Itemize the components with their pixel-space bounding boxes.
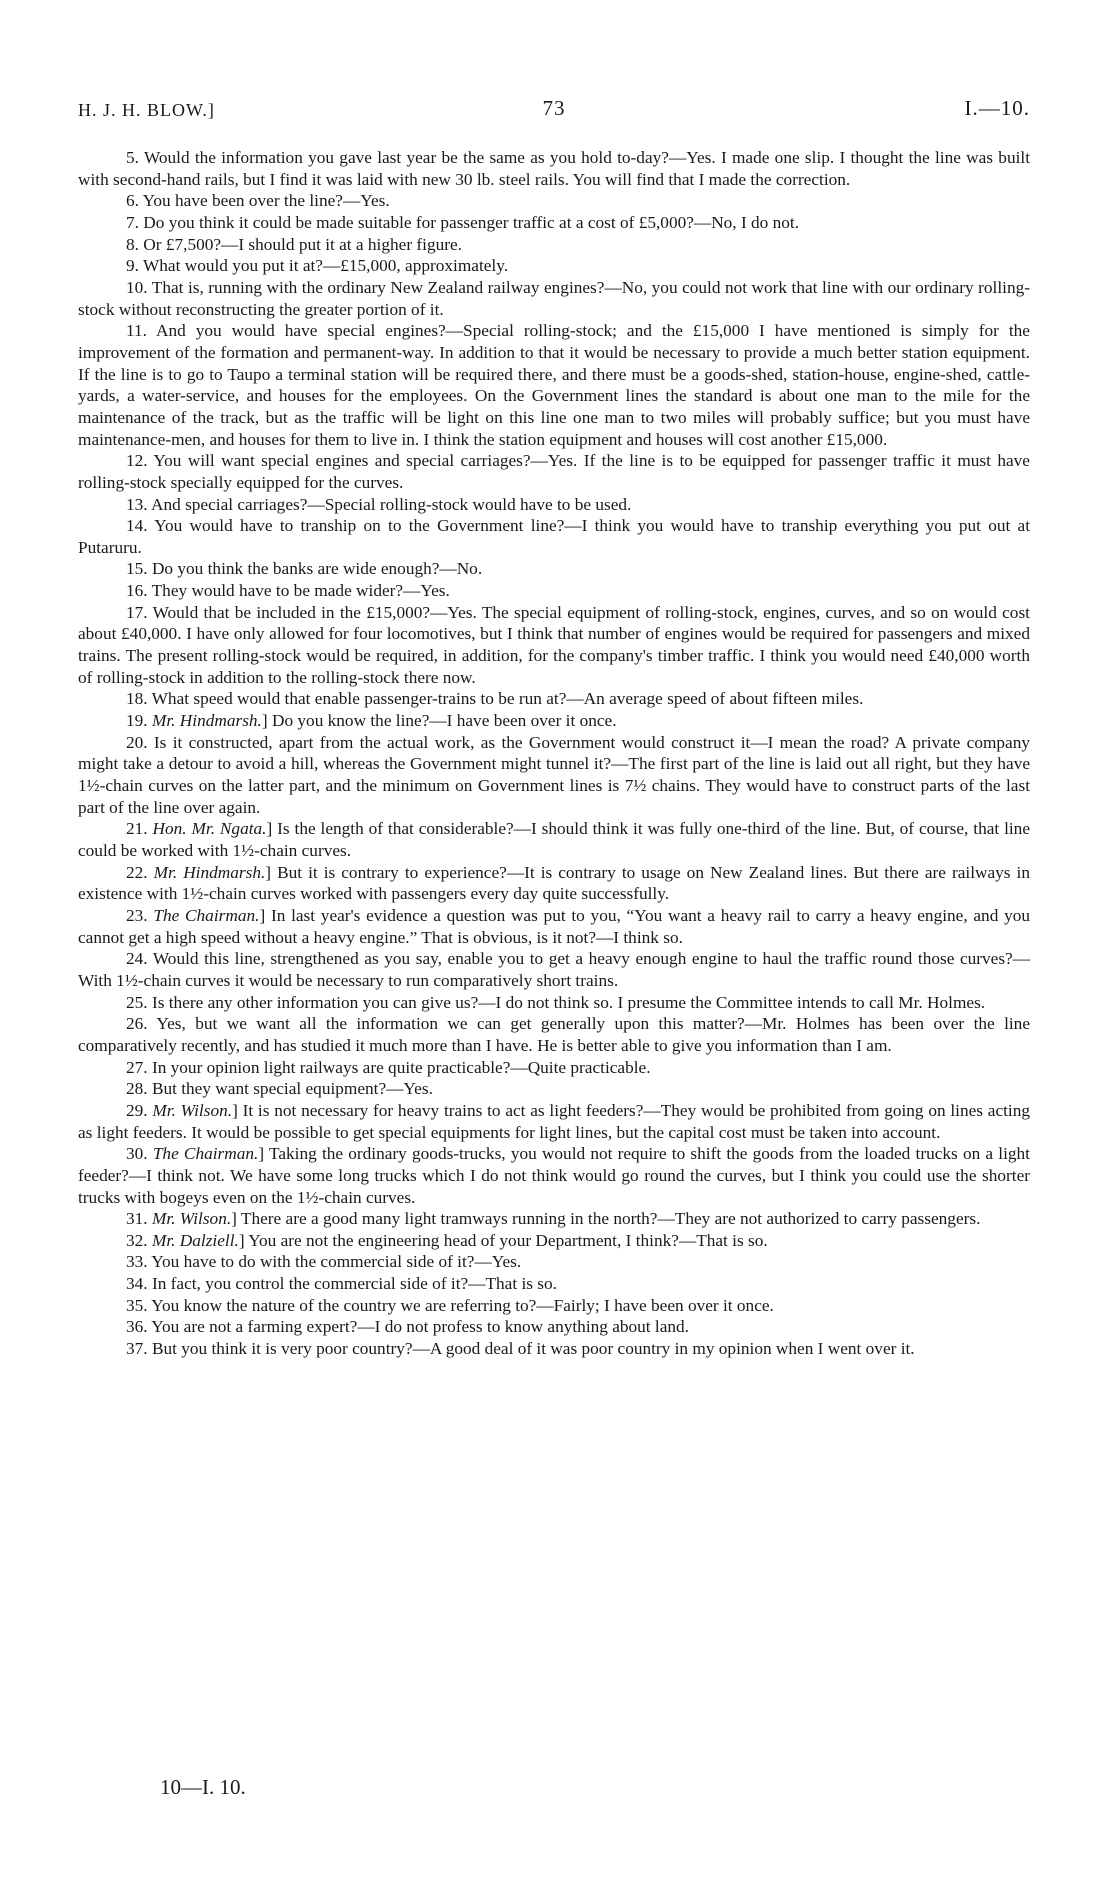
question-number: 35. xyxy=(126,1295,148,1315)
answer-text: —That is so. xyxy=(468,1274,557,1294)
answer-text: —The first part of the line is laid out all right, but they have 1½-chain curves on the latter part, and the minimum on Government lines is 7½ chains. They would have to construct parts of the last part of the line over again. xyxy=(78,754,1031,817)
question-text: What speed would that enable passenger-trains to be run at? xyxy=(151,689,567,709)
question-number: 28. xyxy=(126,1079,148,1099)
answer-text: —A good deal of it was poor country in my opinion when I went over it. xyxy=(412,1339,915,1359)
question-text: Is there any other information you can give us? xyxy=(151,992,479,1012)
answer-text: —I do not think so. I presume the Committee intends to call Mr. Holmes. xyxy=(478,992,986,1012)
evidence-paragraph: 30. The Chairman.] Taking the ordinary goods-trucks, you would not require to shift the goods from the loaded trucks on a light feeder?—I think not. We have some long trucks which I do not think would go round the curves, but I think you could use the shorter trucks with bogeys even on the 1½-chain curves. xyxy=(78,1144,1030,1207)
question-text: But you think it is very poor country? xyxy=(151,1339,413,1359)
answer-text: —That is so. xyxy=(678,1230,768,1250)
speaker-name: Mr. Wilson. xyxy=(151,1209,232,1229)
evidence-body xyxy=(78,147,1030,1360)
answer-text: —I do not profess to know anything about land. xyxy=(357,1317,690,1337)
answer-text: —Quite practicable. xyxy=(510,1057,651,1077)
evidence-paragraph xyxy=(78,277,1030,320)
question-text: Is the length of that considerable? xyxy=(277,819,514,839)
question-text: In last year's evidence a question was put to you, “You want a heavy rail to carry a heavy engine, and you cannot get a high speed without a heavy engine.” That is obvious, is it not? xyxy=(78,905,1030,947)
question-number: 11. xyxy=(126,321,147,341)
evidence-paragraph: 19. Mr. Hindmarsh.] Do you know the line?—I have been over it once. xyxy=(126,711,617,731)
question-number: 29. xyxy=(126,1100,148,1120)
evidence-paragraph: 31. Mr. Wilson.] There are a good many light tramways running in the north?—They are not authorized to carry passengers. xyxy=(126,1209,981,1229)
evidence-paragraph xyxy=(78,580,1030,602)
answer-text: —Fairly; I have been over it once. xyxy=(536,1295,774,1315)
answer-text: —No, I do not. xyxy=(693,212,800,232)
question-text: You have been over the line? xyxy=(142,191,343,211)
question-number: 12. xyxy=(126,451,148,471)
evidence-paragraph xyxy=(78,1078,1030,1100)
question-number: 18. xyxy=(126,689,148,709)
question-text: You are not a farming expert? xyxy=(151,1317,358,1337)
question-text: Is it constructed, apart from the actual work, as the Government would construct it—I mean the road? A private company might take a detour to avoid a hill, whereas the Government might tunnel it? xyxy=(78,732,1030,774)
document-reference: I.—10. xyxy=(964,96,1030,120)
question-text: But they want special equipment? xyxy=(151,1079,387,1099)
speaker-name: Hon. Mr. Ngata. xyxy=(152,819,267,839)
question-number: 33. xyxy=(126,1252,148,1272)
answer-text: —I think you would have to tranship everything you put out at Putaruru. xyxy=(78,516,1030,557)
answer-text: —£15,000, approximately. xyxy=(322,256,509,276)
question-text: Would the information you gave last year be the same as you hold to-day? xyxy=(143,148,669,167)
answer-text: —I think so. xyxy=(596,927,683,947)
answer-text: —I should put it at a higher figure. xyxy=(221,234,462,254)
evidence-paragraph xyxy=(78,1251,1030,1273)
evidence-paragraph xyxy=(78,450,1030,493)
question-number: 37. xyxy=(126,1339,148,1359)
question-number: 31. xyxy=(126,1209,148,1229)
answer-text: —I have been over it once. xyxy=(429,711,617,731)
header-author: H. J. H. BLOW.] xyxy=(78,100,215,120)
question-text: And special carriages? xyxy=(150,494,308,514)
question-text: You would have to tranship on to the Government line? xyxy=(154,516,565,536)
speaker-name: Mr. Hindmarsh. xyxy=(151,711,262,731)
answer-text: —An average speed of about fifteen miles. xyxy=(566,689,864,709)
evidence-paragraph xyxy=(78,732,1030,819)
answer-text: —They are not authorized to carry passengers. xyxy=(657,1209,981,1229)
evidence-paragraph xyxy=(78,1316,1030,1338)
page-number: 73 xyxy=(542,96,566,120)
question-number: 36. xyxy=(126,1317,148,1337)
answer-text: —With 1½-chain curves it would be necessary to run comparatively short trains. xyxy=(78,949,1030,990)
question-text: But it is contrary to experience? xyxy=(277,862,507,882)
answer-text: —I think not. We have some long trucks which I do not think would go round the curves, but I think you could use the shorter trucks with bogeys even on the 1½-chain curves. xyxy=(78,1165,1030,1207)
answer-text: —Mr. Holmes has been over the line comparatively recently, and has studied it much more than I have. He is better able to give you information than I am. xyxy=(78,1014,1030,1055)
question-text: Do you think the banks are wide enough? xyxy=(151,559,440,579)
evidence-paragraph xyxy=(78,558,1030,580)
evidence-paragraph: 23. The Chairman.] In last year's evidence a question was put to you, “You want a heavy rail to carry a heavy engine, and you cannot get a high speed without a heavy engine.” That is obvious, is it not?—I think so. xyxy=(78,905,1030,947)
question-text: In fact, you control the commercial side of it? xyxy=(151,1274,469,1294)
answer-text: —They would be prohibited from going on lines acting as light feeders. It would be possible to get special equipments for light lines, but the capital cost must be taken into account. xyxy=(78,1100,1031,1142)
page-header xyxy=(78,96,1030,126)
question-number: 6. xyxy=(126,191,139,211)
answer-text: —Yes. If the line is to be equipped for passenger traffic it must have rolling-stock specially equipped for the curves. xyxy=(78,451,1030,492)
speaker-name: Mr. Wilson. xyxy=(152,1100,233,1120)
question-text: Would this line, strengthened as you say, enable you to get a heavy enough engine to haul the traffic round those curves? xyxy=(152,949,1013,969)
question-number: 25. xyxy=(126,992,148,1012)
evidence-paragraph xyxy=(78,147,1030,190)
question-number: 20. xyxy=(126,732,148,752)
evidence-paragraph xyxy=(78,688,1030,710)
question-number: 27. xyxy=(126,1057,148,1077)
evidence-paragraph xyxy=(78,320,1030,450)
answer-text: —Yes. xyxy=(474,1252,522,1272)
evidence-paragraph: 32. Mr. Dalziell.] You are not the engineering head of your Department, I think?—That is so. xyxy=(126,1230,768,1250)
evidence-paragraph xyxy=(78,1273,1030,1295)
question-text: You will want special engines and special carriages? xyxy=(153,451,531,471)
answer-text: —Yes. I made one slip. I thought the line was built with second-hand rails, but I find it was laid with new 30 lb. steel rails. You will find that I made the correction. xyxy=(78,148,1030,189)
question-number: 15. xyxy=(126,559,148,579)
question-text: They would have to be made wider? xyxy=(151,581,404,601)
answer-text: —I should think it was fully one-third of the line. But, of course, that line could be worked with 1½-chain curves. xyxy=(78,819,1030,860)
question-number: 16. xyxy=(126,581,148,601)
evidence-paragraph xyxy=(78,494,1030,516)
question-text: Would that be included in the £15,000? xyxy=(152,602,431,622)
evidence-paragraph xyxy=(78,190,1030,212)
question-number: 23. xyxy=(126,905,148,925)
speaker-name: The Chairman. xyxy=(153,905,260,925)
question-text: There are a good many light tramways running in the north? xyxy=(240,1209,658,1229)
question-number: 13. xyxy=(126,494,148,514)
evidence-paragraph xyxy=(78,602,1030,689)
evidence-paragraph xyxy=(78,992,1030,1014)
question-number: 30. xyxy=(126,1144,148,1164)
evidence-paragraph xyxy=(78,212,1030,234)
question-text: Yes, but we want all the information we can get generally upon this matter? xyxy=(156,1014,745,1034)
evidence-paragraph xyxy=(78,515,1030,558)
answer-text: —Yes. The special equipment of rolling-stock, engines, curves, and so on would cost about £40,000. I have only allowed for four locomotives, but I think that number of engines would be required for passengers and mixed trains. The present rolling-stock would be required, in addition, for the company's timber traffic. I think you would need £40,000 worth of rolling-stock in addition to the rolling-stock there now. xyxy=(78,602,1030,687)
answer-text: —Yes. xyxy=(342,191,390,211)
evidence-paragraph xyxy=(78,1013,1030,1056)
question-number: 14. xyxy=(126,516,148,536)
question-text: You know the nature of the country we are referring to? xyxy=(151,1295,537,1315)
question-text: That is, running with the ordinary New Zealand railway engines? xyxy=(151,277,605,297)
question-text: You have to do with the commercial side of it? xyxy=(151,1252,475,1272)
question-text: Do you think it could be made suitable for passenger traffic at a cost of £5,000? xyxy=(143,212,694,232)
speaker-name: Mr. Hindmarsh. xyxy=(153,862,266,882)
answer-text: —No. xyxy=(439,559,483,579)
evidence-paragraph: 22. Mr. Hindmarsh.] But it is contrary to experience?—It is contrary to usage on New Zealand lines. But there are railways in existence with 1½-chain curves worked with passengers every day quite successfully. xyxy=(78,862,1030,904)
question-number: 5. xyxy=(126,148,139,167)
evidence-paragraph xyxy=(78,1057,1030,1079)
speaker-name: Mr. Dalziell. xyxy=(151,1230,239,1250)
question-number: 8. xyxy=(126,234,139,254)
question-text: Taking the ordinary goods-trucks, you would not require to shift the goods from the loaded trucks on a light feeder? xyxy=(78,1144,1030,1185)
question-number: 17. xyxy=(126,602,148,622)
evidence-paragraph: 21. Hon. Mr. Ngata.] Is the length of that considerable?—I should think it was fully one-third of the line. But, of course, that line could be worked with 1½-chain curves. xyxy=(78,819,1030,860)
question-text: What would you put it at? xyxy=(142,256,323,276)
question-text: In your opinion light railways are quite practicable? xyxy=(151,1057,511,1077)
evidence-paragraph: 29. Mr. Wilson.] It is not necessary for heavy trains to act as light feeders?—They would be prohibited from going on lines acting as light feeders. It would be possible to get special equipments for light lines, but the capital cost must be taken into account. xyxy=(78,1100,1031,1142)
question-text: Or £7,500? xyxy=(143,234,222,254)
question-number: 10. xyxy=(126,277,148,297)
question-number: 7. xyxy=(126,212,139,232)
answer-text: —Yes. xyxy=(403,581,450,601)
question-number: 26. xyxy=(126,1014,148,1034)
question-number: 22. xyxy=(126,862,148,882)
question-text: Do you know the line? xyxy=(271,711,430,731)
question-number: 19. xyxy=(126,711,148,731)
question-number: 21. xyxy=(126,819,148,839)
answer-text: —Special rolling-stock would have to be used. xyxy=(307,494,632,514)
evidence-paragraph xyxy=(78,948,1030,991)
evidence-paragraph xyxy=(78,234,1030,256)
evidence-paragraph xyxy=(78,1338,1030,1360)
question-text: You are not the engineering head of your Department, I think? xyxy=(248,1230,679,1250)
answer-text: —Yes. xyxy=(386,1079,433,1099)
question-number: 24. xyxy=(126,949,148,969)
answer-text: —Special rolling-stock; and the £15,000 I have mentioned is simply for the improvement of the formation and permanent-way. In addition to that it would be necessary to provide a much better station equipment. If the line is to go to Taupo a terminal station will be required there, and there must be a goods-shed, station-house, engine-shed, cattle-yards, a water-service, and houses for the employees. On the Government lines the standard is about one man to the mile for the maintenance of the track, but as the traffic will be light on this line one man to two miles will probably suffice; but you must have maintenance-men, and houses for them to live in. I think the station equipment and houses will cost another £15,000. xyxy=(78,321,1030,449)
question-number: 9. xyxy=(126,256,139,276)
answer-text: —No, you could not work that line with our ordinary rolling-stock without reconstructing the greater portion of it. xyxy=(78,277,1030,319)
speaker-name: The Chairman. xyxy=(152,1144,259,1164)
question-text: And you would have special engines? xyxy=(155,321,446,341)
evidence-paragraph xyxy=(78,1295,1030,1317)
signature-mark: 10—I. 10. xyxy=(160,1775,246,1799)
question-number: 34. xyxy=(126,1274,148,1294)
answer-text: —It is contrary to usage on New Zealand lines. But there are railways in existence with 1½-chain curves worked with passengers every day quite successfully. xyxy=(78,862,1030,904)
question-number: 32. xyxy=(126,1230,148,1250)
evidence-paragraph xyxy=(78,255,1030,277)
question-text: It is not necessary for heavy trains to act as light feeders? xyxy=(242,1100,644,1120)
